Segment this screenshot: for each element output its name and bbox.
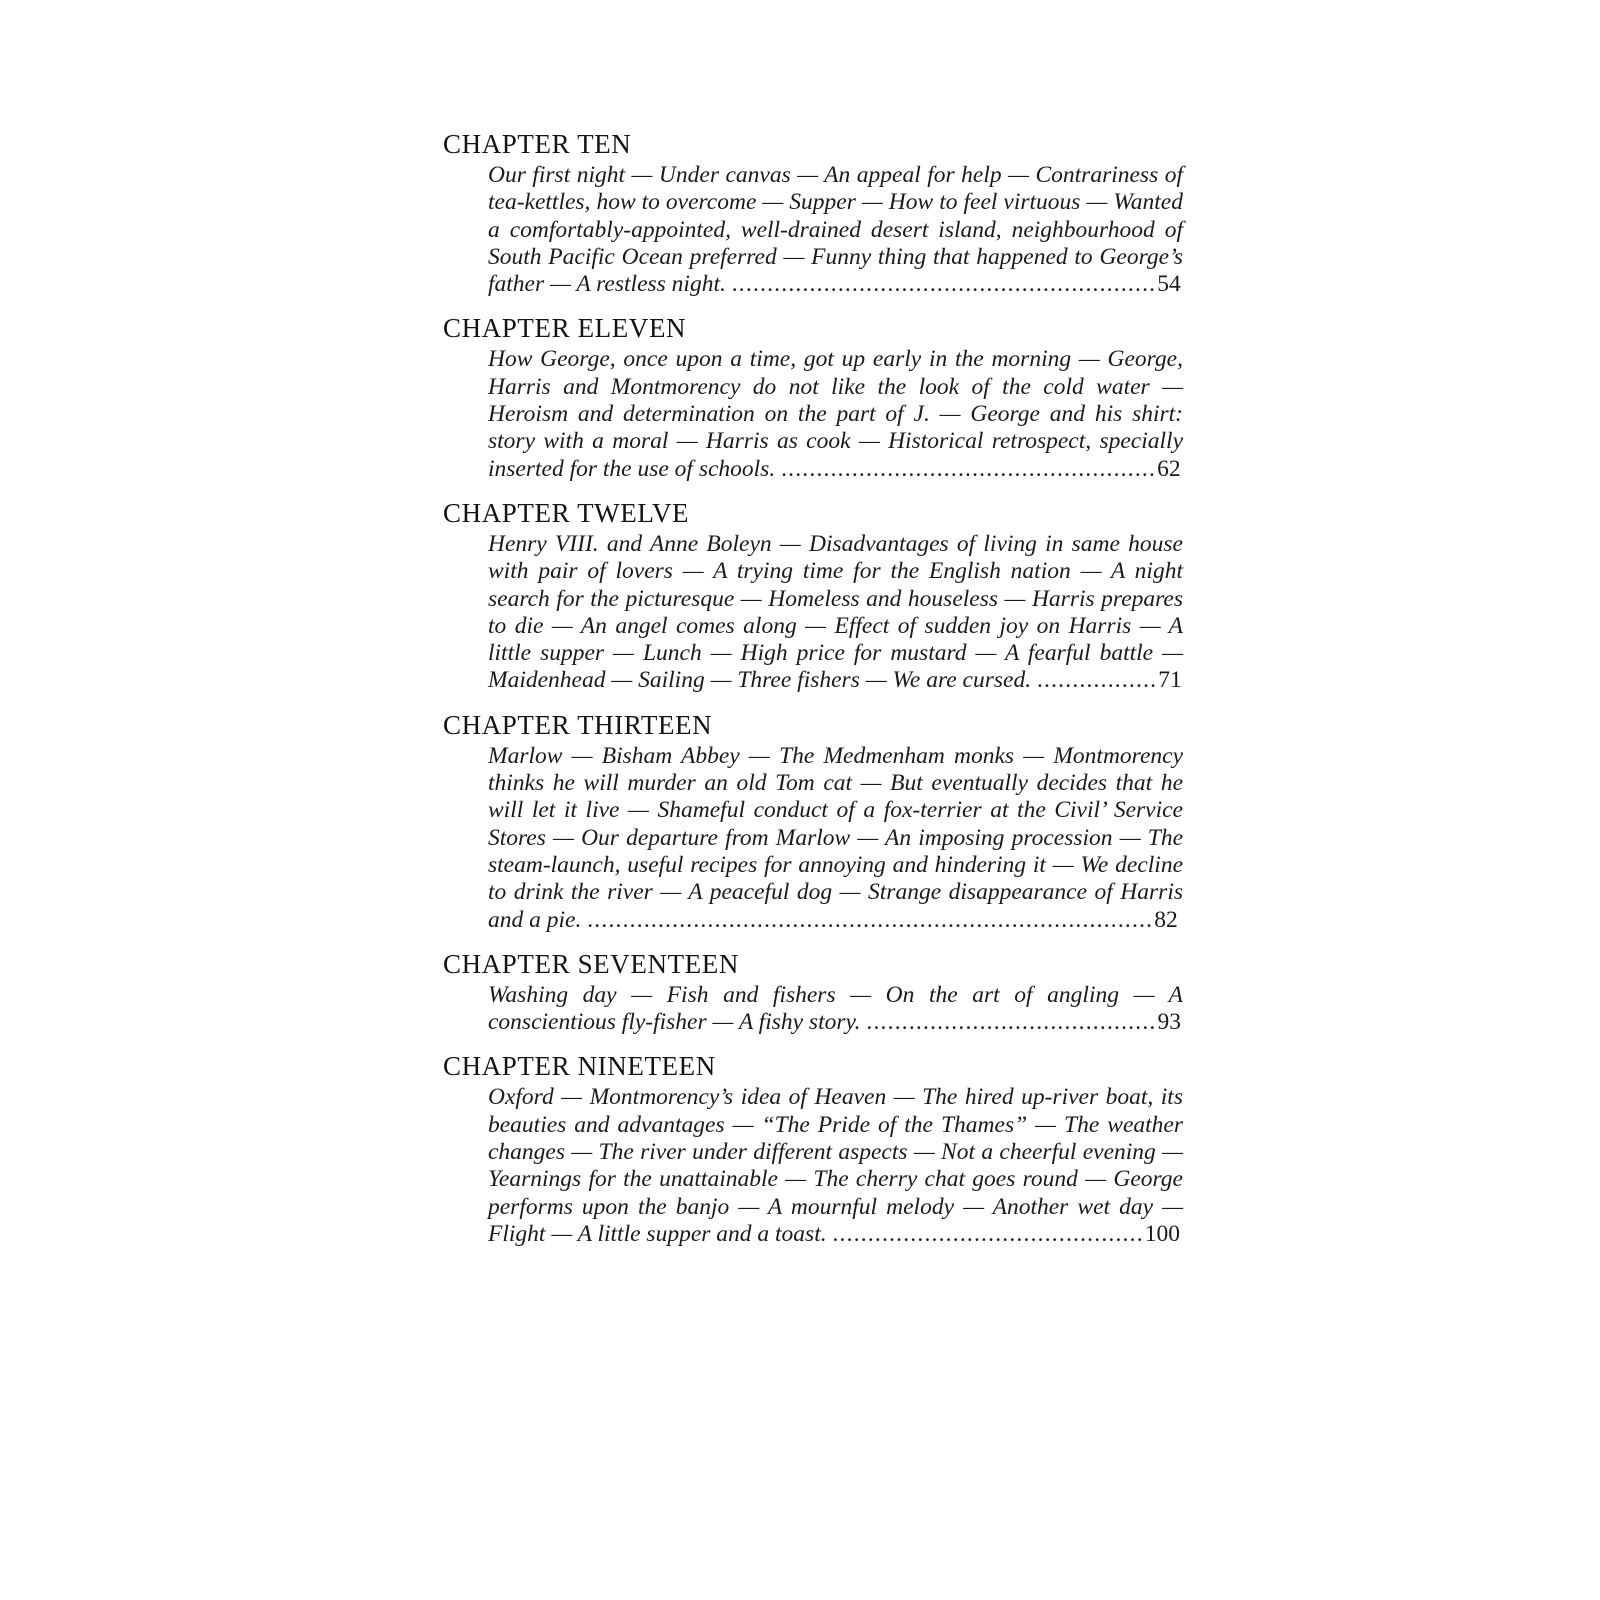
chapter-heading: CHAPTER ELEVEN: [443, 313, 687, 344]
dot-leader: ............................................................: [731, 271, 1157, 298]
toc-entry: [443, 1050, 1183, 1248]
chapter-summary-text: Marlow — Bisham Abbey — The Medmenham monks — Montmorency thinks he will murder an old Tom cat — But eventually decides that he will let it live — Shameful conduct of a fox-terrier at the Civil’ Service Stores — Our departure from Marlow — An imposing procession — The steam-launch, useful recipes for annoying and hindering it — We decline to drink the river — A peaceful dog — Strange disappearance of Harris and a pie.: [488, 742, 1183, 933]
dot-leader: .....................................................: [781, 455, 1157, 482]
chapter-summary: [488, 1084, 1183, 1248]
page-number: 82: [1154, 906, 1178, 933]
dot-leader: ............................................: [832, 1220, 1144, 1247]
chapter-summary-text: Henry VIII. and Anne Boleyn — Disadvantages of living in same house with pair of lovers — A trying time for the English nation — A night search for the picturesque — Homeless and houseless — Harris prepares to die — An angel comes along — Effect of sudden joy on Harris — A little supper — Lunch — High price for mustard — A fearful battle — Maidenhead — Sailing — Three fishers — We are cursed.: [488, 530, 1183, 694]
chapter-heading: CHAPTER NINETEEN: [443, 1051, 716, 1082]
toc-entry: [443, 312, 1183, 482]
page-number: 93: [1157, 1009, 1181, 1036]
chapter-heading: CHAPTER TWELVE: [443, 497, 690, 528]
dot-leader: .................: [1036, 667, 1158, 694]
chapter-summary: [488, 743, 1183, 934]
page-number: 54: [1157, 271, 1181, 298]
chapter-summary: [488, 162, 1183, 298]
page-number: 62: [1157, 455, 1181, 482]
page-number: 71: [1158, 667, 1182, 694]
chapter-summary: [488, 531, 1183, 695]
chapter-heading: CHAPTER TEN: [443, 129, 632, 159]
chapter-heading: CHAPTER THIRTEEN: [443, 709, 713, 740]
dot-leader: .........................................: [866, 1009, 1157, 1036]
table-of-contents: [443, 128, 1183, 1262]
chapter-summary-text: Washing day — Fish and fishers — On the art of angling — A conscientious fly-fisher — A fishy story.: [488, 981, 1183, 1036]
chapter-summary-text: Our first night — Under canvas — An appeal for help — Contrariness of tea-kettles, how to overcome — Supper — How to feel virtuous — Wanted a comfortably-appointed, well-drained desert island, neighbourhood of South Pacific Ocean preferred — Funny thing that happened to George’s father — A restless night.: [488, 162, 1183, 298]
chapter-summary-text: Oxford — Montmorency’s idea of Heaven — The hired up-river boat, its beauties and advantages — “The Pride of the Thames” — The weather changes — The river under different aspects — Not a cheerful evening — Yearnings for the unattainable — The cherry chat goes round — George performs upon the banjo — A mournful melody — Another wet day — Flight — A little supper and a toast.: [488, 1084, 1183, 1247]
page-number: 100: [1144, 1220, 1181, 1247]
toc-entry: [443, 709, 1183, 934]
chapter-heading: CHAPTER SEVENTEEN: [443, 948, 739, 979]
dot-leader: ................................................................................: [587, 906, 1154, 933]
chapter-summary: [488, 346, 1183, 482]
chapter-summary: [488, 982, 1183, 1037]
toc-entry: [443, 497, 1183, 695]
toc-entry: [443, 948, 1183, 1037]
toc-entry: [443, 128, 1183, 298]
chapter-summary-text: How George, once upon a time, got up early in the morning — George, Harris and Montmorency do not like the look of the cold water — Heroism and determination on the part of J. — George and his shirt: story with a moral — Harris as cook — Historical retrospect, specially inserted for the use of schools.: [488, 346, 1183, 482]
